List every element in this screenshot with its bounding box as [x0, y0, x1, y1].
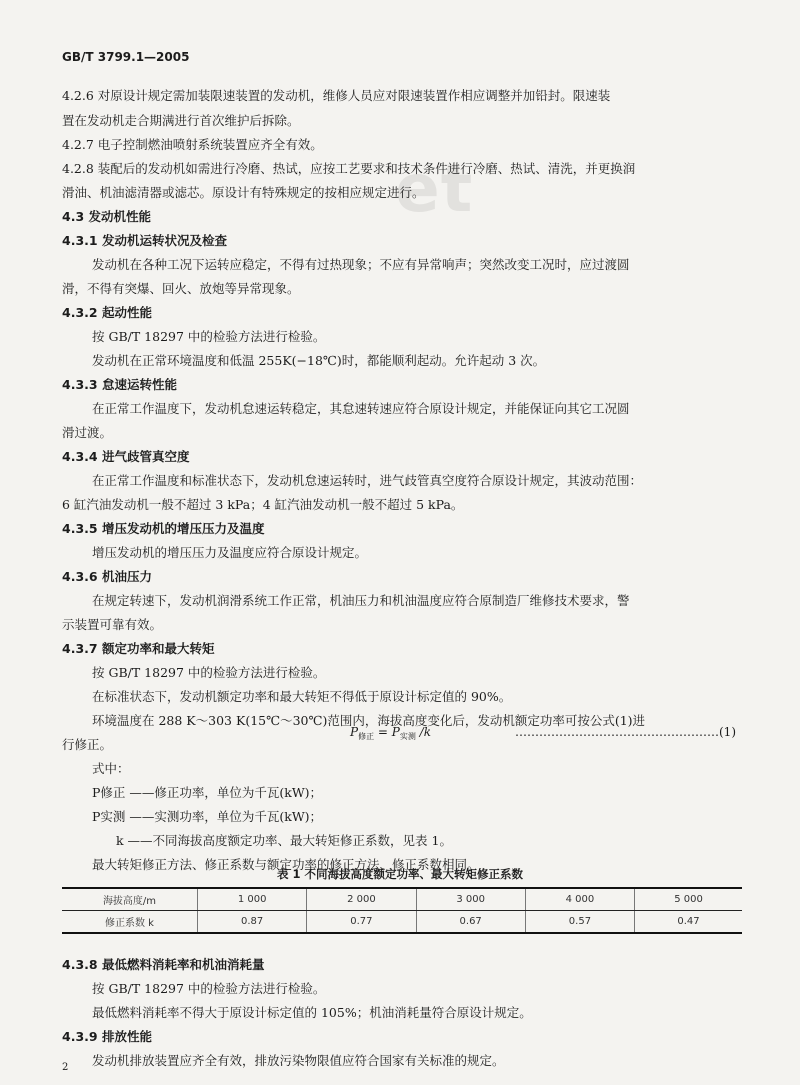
watermark: et	[395, 150, 474, 227]
paragraph-line: 发动机在正常环境温度和低温 255K(−18℃)时，都能顺利起动。允许起动 3 次。	[92, 353, 546, 368]
table-cell: 5 000	[635, 888, 742, 911]
formula-lhs: P	[350, 725, 359, 739]
table-cell: 0.47	[635, 911, 742, 934]
paragraph-line: 滑过渡。	[62, 425, 113, 440]
paragraph-line: 环境温度在 288 K～303 K(15℃～30℃)范围内，海拔高度变化后，发动机额定功率可按公式(1)进	[92, 713, 646, 728]
paragraph-line: P实测 ——实测功率，单位为千瓦(kW)；	[92, 809, 323, 824]
table-row	[62, 888, 742, 911]
table-cell: 0.57	[525, 911, 634, 934]
section-heading: 4.3.9 排放性能	[62, 1029, 152, 1044]
formula-equals: =	[374, 725, 392, 739]
formula-number: ……………………………………………(1)	[515, 725, 736, 739]
section-heading: 4.3.4 进气歧管真空度	[62, 449, 190, 464]
paragraph-line: 置在发动机走合期满进行首次维护后拆除。	[62, 113, 300, 128]
paragraph-line: 最大转矩修正方法、修正系数与额定功率的修正方法、修正系数相同。	[92, 857, 480, 872]
paragraph-line: 按 GB/T 18297 中的检验方法进行检验。	[92, 981, 326, 996]
paragraph-line: 式中：	[92, 761, 130, 776]
paragraph-line: P修正 ——修正功率，单位为千瓦(kW)；	[92, 785, 323, 800]
section-heading: 4.3.1 发动机运转状况及检查	[62, 233, 227, 248]
table-cell: 3 000	[416, 888, 525, 911]
formula-1	[350, 725, 431, 742]
table-cell: 0.77	[307, 911, 416, 934]
paragraph-line: k ——不同海拔高度额定功率、最大转矩修正系数，见表 1。	[116, 833, 452, 848]
paragraph-line: 在正常工作温度下，发动机怠速运转稳定，其怠速转速应符合原设计规定，并能保证向其它工况圆	[92, 401, 630, 416]
paragraph-line: 最低燃料消耗率不得大于原设计标定值的 105%；机油消耗量符合原设计规定。	[92, 1005, 532, 1020]
table-cell: 2 000	[307, 888, 416, 911]
paragraph-line: 行修正。	[62, 737, 113, 752]
paragraph-line: 滑油、机油滤清器或滤芯。原设计有特殊规定的按相应规定进行。	[62, 185, 425, 200]
section-heading: 4.3 发动机性能	[62, 209, 151, 224]
formula-lhs-sub: 修正	[358, 732, 375, 741]
paragraph-line: 发动机在各种工况下运转应稳定，不得有过热现象；不应有异常响声；突然改变工况时，应过渡圆	[92, 257, 630, 272]
section-heading: 4.3.2 起动性能	[62, 305, 152, 320]
page-number: 2	[62, 1062, 69, 1073]
paragraph-line: 按 GB/T 18297 中的检验方法进行检验。	[92, 665, 326, 680]
table-cell: 0.67	[416, 911, 525, 934]
paragraph-line: 按 GB/T 18297 中的检验方法进行检验。	[92, 329, 326, 344]
formula-tail: /k	[415, 725, 431, 739]
section-heading: 4.3.3 怠速运转性能	[62, 377, 177, 392]
section-heading: 4.3.8 最低燃料消耗率和机油消耗量	[62, 957, 265, 972]
paragraph-line: 滑，不得有突爆、回火、放炮等异常现象。	[62, 281, 300, 296]
section-heading: 4.3.7 额定功率和最大转矩	[62, 641, 215, 656]
section-heading: 4.3.5 增压发动机的增压压力及温度	[62, 521, 265, 536]
formula-rhs-sub: 实测	[399, 732, 416, 741]
paragraph-line: 4.2.6 对原设计规定需加装限速装置的发动机，维修人员应对限速装置作相应调整并加铅封。限速装	[62, 88, 611, 103]
paragraph-line: 示装置可靠有效。	[62, 617, 163, 632]
document-header: GB/T 3799.1—2005	[62, 50, 190, 64]
table-1	[62, 887, 742, 934]
table-caption: 表 1 不同海拔高度额定功率、最大转矩修正系数	[276, 867, 523, 881]
table-cell: 海拔高度/m	[62, 888, 198, 911]
paragraph-line: 在标准状态下，发动机额定功率和最大转矩不得低于原设计标定值的 90%。	[92, 689, 512, 704]
table-cell: 4 000	[525, 888, 634, 911]
paragraph-line: 4.2.8 装配后的发动机如需进行冷磨、热试，应按工艺要求和技术条件进行冷磨、热试、清洗，并更换润	[62, 161, 636, 176]
section-heading: 4.3.6 机油压力	[62, 569, 152, 584]
paragraph-line: 4.2.7 电子控制燃油喷射系统装置应齐全有效。	[62, 137, 323, 152]
paragraph-line: 在正常工作温度和标准状态下，发动机怠速运转时，进气歧管真空度符合原设计规定，其波动范围：	[92, 473, 643, 488]
table-row	[62, 911, 742, 934]
table-cell: 修正系数 k	[62, 911, 198, 934]
paragraph-line: 增压发动机的增压压力及温度应符合原设计规定。	[92, 545, 368, 560]
table-cell: 0.87	[198, 911, 307, 934]
paragraph-line: 6 缸汽油发动机一般不超过 3 kPa；4 缸汽油发动机一般不超过 5 kPa。	[62, 497, 464, 512]
paragraph-line: 在规定转速下，发动机润滑系统工作正常，机油压力和机油温度应符合原制造厂维修技术要求，警	[92, 593, 630, 608]
paragraph-line: 发动机排放装置应齐全有效，排放污染物限值应符合国家有关标准的规定。	[92, 1053, 505, 1068]
table-cell: 1 000	[198, 888, 307, 911]
formula-rhs: P	[391, 725, 400, 739]
